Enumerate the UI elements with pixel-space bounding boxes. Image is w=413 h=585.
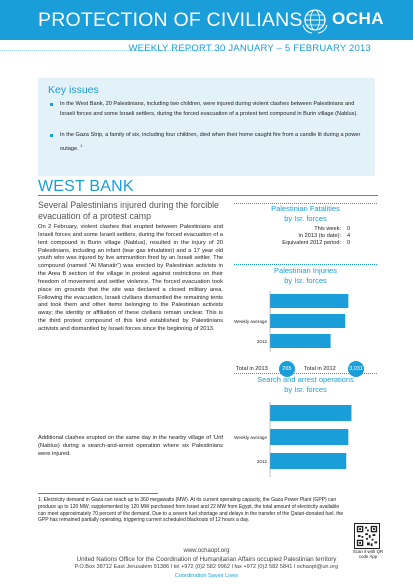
chart-category-label: Weekly average xyxy=(234,319,267,324)
footer-address: P.O.Box 38712 East Jerusalem 91386 l tel +972 (0)2 582 9962 l fax +972 (0)2 582 5841 l ochaopt@un.org xyxy=(74,564,339,570)
panel-divider xyxy=(234,264,377,265)
total-2012-value: 3,031 xyxy=(348,361,364,377)
footnote-marker[interactable]: 1 xyxy=(80,142,83,148)
panel-divider xyxy=(234,373,377,374)
injuries-title: Palestinian Injuries xyxy=(274,266,337,275)
chart-bar xyxy=(270,314,345,328)
injuries-bar-chart xyxy=(234,290,377,352)
search-arrest-title: Search and arrest operations xyxy=(257,375,354,384)
section-title: WEST BANK xyxy=(38,178,134,195)
chart-bar xyxy=(270,429,348,445)
search-arrest-panel xyxy=(234,373,377,481)
fatalities-panel: Palestinian Fatalities by Isr. forces This week: 0 In 2013 (to date): 4 Equivalent 2012 period: 0 xyxy=(234,203,377,263)
bullet-icon xyxy=(50,134,53,137)
fatalities-subtitle: by Isr. forces xyxy=(284,214,327,223)
total-2013-value: 265 xyxy=(279,361,295,377)
key-issue-item: In the West Bank, 20 Palestinians, including two children, were injured during violent clashes between Palestinians and Israeli forces and some Israeli settlers, during the forced evacuation of a protest tent compound in Burin village (Nablus). xyxy=(60,100,366,119)
un-emblem-icon xyxy=(300,5,330,35)
ocha-logo-text: OCHA xyxy=(332,9,385,28)
weekly-report-date: WEEKLY REPORT 30 JANUARY – 5 FEBRUARY 2013 xyxy=(128,43,371,54)
footer-tagline: Coordination Saves Lives xyxy=(174,573,239,579)
qr-label: Scan it with QR code App xyxy=(352,549,384,559)
footnote xyxy=(38,497,348,524)
chart-category-label: 2012 xyxy=(256,339,267,344)
page-header xyxy=(0,0,413,54)
page-title: PROTECTION OF CIVILIANS xyxy=(38,9,303,31)
chart-bar xyxy=(270,453,346,469)
section-divider xyxy=(38,195,378,196)
footer-url-link[interactable]: www.ochaopt.org xyxy=(183,548,230,554)
injuries-panel xyxy=(234,264,377,374)
qr-code-icon[interactable] xyxy=(354,523,380,549)
bullet-icon xyxy=(50,103,53,106)
article-paragraph: Additional clashes erupted on the same day in the nearby village of ‘Urif (Nablus) during a search-and-arrest operation where six Palestinians were injured. xyxy=(38,435,223,457)
key-issues-title: Key issues xyxy=(48,84,99,96)
key-issues-box xyxy=(38,78,375,176)
footnote-divider xyxy=(38,493,158,494)
chart-bar xyxy=(270,294,348,308)
chart-category-label: 2012 xyxy=(256,459,267,464)
key-issue-item: In the Gaza Strip, a family of six, including four children, died when their home caught fire from a candle lit during a power outage. $^1$ xyxy=(60,131,366,154)
search-arrest-bar-chart xyxy=(234,399,377,479)
total-2013-label: Total in 2013 xyxy=(236,366,268,372)
chart-bar xyxy=(270,405,351,421)
injuries-subtitle: by Isr. forces xyxy=(284,276,327,285)
article-title: Several Palestinians injured during the forcible evacuation of a protest camp xyxy=(38,200,219,221)
footnote-number: 1. xyxy=(38,497,43,503)
chart-category-label: Weekly average xyxy=(234,435,267,440)
search-arrest-subtitle: by Isr. forces xyxy=(284,385,327,394)
article-paragraph: On 2 February, violent clashes that erupted between Palestinians and Israeli forces and some Israeli settlers, during the forced evacuation of a tent compound in Burin village (Nablus), resulted in the injury of 20 Palestinians, including an infant (tear gas inhalation) and a 17 year old youth who was injured by live ammunition fired by an Israeli settler. The compound (named “Al Manatir”) was erected by Palestinian activists in the Area B section of the village in protest against restrictions on their freedom of movement and settler violence. The forced evacuation took place on grounds that the site was declared a closed military area. Following the evacuation, Israeli civilians dismantled the remaining tents and took them and other items belonging to the Palestinian activists away; the identity or affiliation of these civilians remain unclear. This is the third protest compound of this kind established by Palestinians activists and dismantled by Israeli forces since the beginning of 2013. xyxy=(38,224,223,332)
footnote-text: Electricity demand in Gaza can reach up to 360 megawatts (MW). At its current operating capacity, the Gaza Power Plant (GPP) can produce up to 120 MW; supplemented by 120 MW purchased from Israel and 22 MW from Egypt, the total amount of electricity available can meet approximately 70 percent of the demand. Due to a severe fuel shortage and delays in the transfer of the Qatari-donated fuel, the GPP has remained partially operating, triggering current scheduled blackouts of 12 hours a day. xyxy=(38,497,344,524)
footer-org: United Nations Office for the Coordination of Humanitarian Affairs occupied Palestinian territory xyxy=(76,556,337,563)
total-2012-label: Total in 2012 xyxy=(304,366,336,372)
chart-bar xyxy=(270,334,331,348)
fatalities-title: Palestinian Fatalities xyxy=(271,204,340,213)
